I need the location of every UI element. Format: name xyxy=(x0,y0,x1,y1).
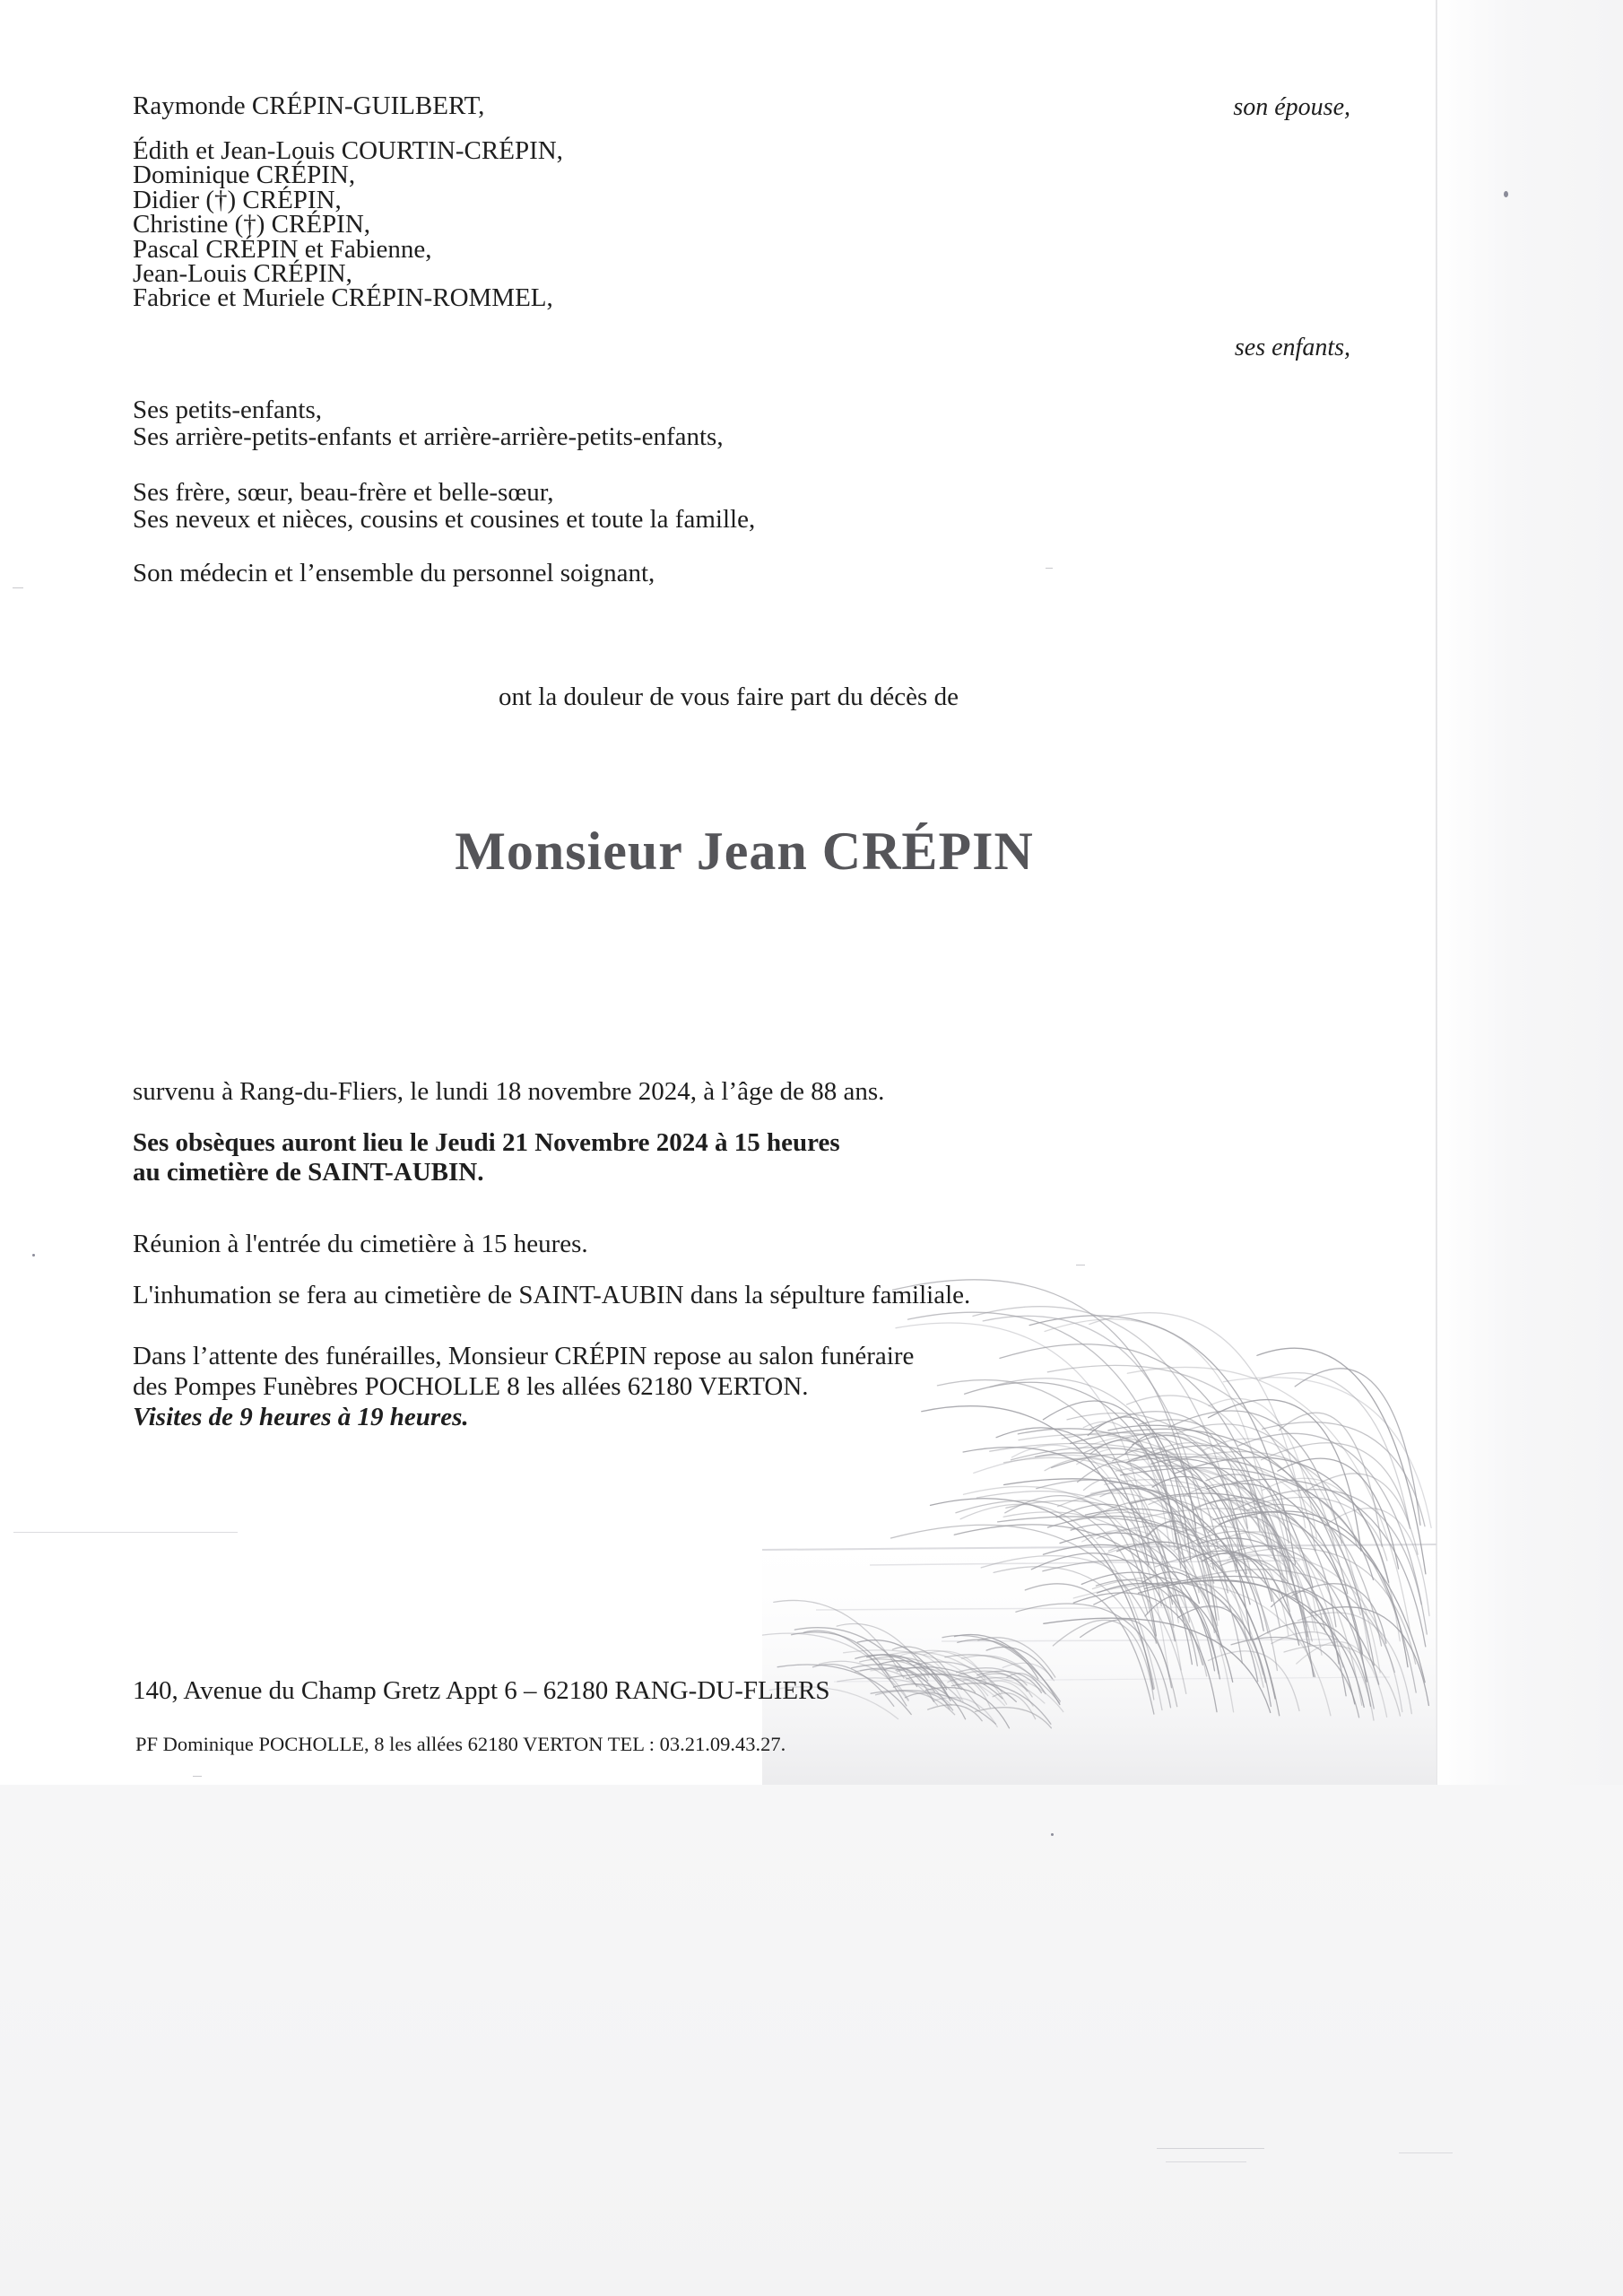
scan-mark xyxy=(1166,2161,1246,2162)
children-relation: ses enfants, xyxy=(1234,334,1350,361)
doctor-line: Son médecin et l’ensemble du personnel soignant, xyxy=(133,559,655,587)
great-grandchildren-line: Ses arrière-petits-enfants et arrière-arrière-petits-enfants, xyxy=(133,422,724,451)
scan-mark xyxy=(193,1776,202,1777)
scan-shadow-bottom xyxy=(0,1785,1623,2296)
scan-speck xyxy=(1504,191,1508,197)
meeting-line: Réunion à l'entrée du cimetière à 15 heures. xyxy=(133,1230,588,1258)
wife-name: Raymonde CRÉPIN-GUILBERT, xyxy=(133,91,485,120)
scan-shadow-right xyxy=(1435,0,1623,1785)
wife-relation: son épouse, xyxy=(1233,93,1350,121)
scan-mark xyxy=(13,1532,238,1533)
grandchildren-line: Ses petits-enfants, xyxy=(133,396,323,424)
funeral-line-2: au cimetière de SAINT-AUBIN. xyxy=(133,1158,484,1187)
children-list xyxy=(133,127,563,311)
scan-speck xyxy=(1051,1833,1054,1836)
siblings-line: Ses frère, sœur, beau-frère et belle-sœur, xyxy=(133,478,554,507)
visiting-hours: Visites de 9 heures à 19 heures. xyxy=(133,1403,469,1431)
deceased-name: Monsieur Jean CRÉPIN xyxy=(455,822,1034,881)
child-line: Dominique CRÉPIN, xyxy=(133,161,356,190)
child-line: Pascal CRÉPIN et Fabienne, xyxy=(133,234,432,264)
death-details: survenu à Rang-du-Fliers, le lundi 18 novembre 2024, à l’âge de 88 ans. xyxy=(133,1077,885,1106)
visitation-line-2: des Pompes Funèbres POCHOLLE 8 les allées 62180 VERTON. xyxy=(133,1372,809,1401)
scan-mark xyxy=(1157,2148,1264,2149)
child-line: Jean-Louis CRÉPIN, xyxy=(133,259,352,289)
visitation-line-1: Dans l’attente des funérailles, Monsieur CRÉPIN repose au salon funéraire xyxy=(133,1342,915,1370)
nephews-line: Ses neveux et nièces, cousins et cousines et toute la famille, xyxy=(133,505,756,534)
child-line: Didier (†) CRÉPIN, xyxy=(133,185,342,214)
burial-line: L'inhumation se fera au cimetière de SAINT-AUBIN dans la sépulture familiale. xyxy=(133,1281,971,1309)
scan-speck xyxy=(32,1254,35,1257)
child-line: Christine (†) CRÉPIN, xyxy=(133,210,371,239)
scan-mark xyxy=(1399,2152,1453,2153)
home-address: 140, Avenue du Champ Gretz Appt 6 – 62180 RANG-DU-FLIERS xyxy=(133,1676,830,1705)
child-line: Édith et Jean-Louis COURTIN-CRÉPIN, xyxy=(133,136,563,165)
scan-mark xyxy=(13,587,23,588)
funeral-home-contact: PF Dominique POCHOLLE, 8 les allées 62180 VERTON TEL : 03.21.09.43.27. xyxy=(135,1733,786,1755)
child-line: Fabrice et Muriele CRÉPIN-ROMMEL, xyxy=(133,283,553,313)
funeral-line-1: Ses obsèques auront lieu le Jeudi 21 Novembre 2024 à 15 heures xyxy=(133,1128,840,1157)
dune-grass-illustration xyxy=(762,1256,1436,1785)
scan-mark xyxy=(1046,568,1053,569)
announcement: ont la douleur de vous faire part du décès de xyxy=(499,683,959,711)
